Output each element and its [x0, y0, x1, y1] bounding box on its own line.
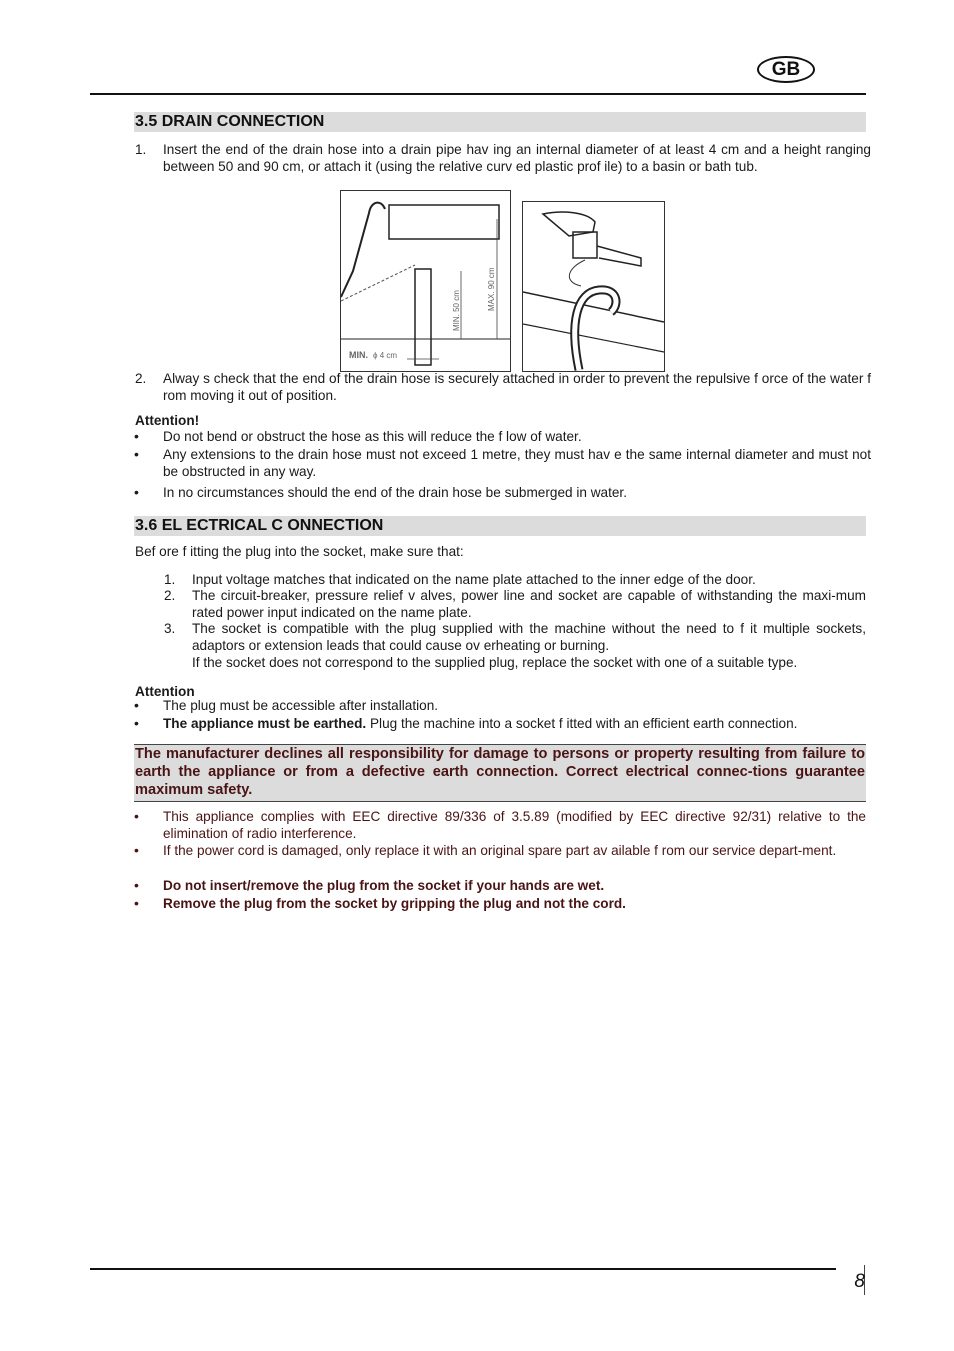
faucet-body-shape	[573, 232, 597, 258]
tie-cord-line	[569, 260, 585, 286]
drain-attention-title: Attention!	[135, 413, 200, 428]
bullet-icon: •	[134, 446, 139, 462]
bullet-icon: •	[134, 484, 139, 500]
electrical-attention-item-1: The plug must be accessible after installation.	[163, 698, 439, 713]
tub-wall-line	[523, 324, 664, 352]
check-1-number: 1.	[164, 572, 176, 587]
drain-attention-item-2: Any extensions to the drain hose must not exceed 1 metre, they must hav e the same internal diameter and must not be obstructed in any way.	[163, 447, 871, 479]
bullet-icon: •	[134, 842, 139, 858]
drain-step-2-number: 2.	[135, 371, 147, 386]
check-3-note: If the socket does not correspond to the supplied plug, replace the socket with one of a suitable type.	[192, 655, 798, 670]
bullet-icon: •	[134, 715, 139, 731]
page-number: 8	[854, 1271, 865, 1292]
electrical-intro: Bef ore f itting the plug into the socket, make sure that:	[135, 544, 464, 559]
basin-shape	[389, 205, 499, 239]
max-height-label: MAX. 90 cm	[487, 267, 496, 311]
drain-attention-item-1: Do not bend or obstruct the hose as this will reduce the f low of water.	[163, 429, 582, 444]
section-title-electrical: 3.6 EL ECTRICAL C ONNECTION	[134, 516, 866, 536]
footer-rule	[90, 1268, 836, 1270]
min-diameter-value: ϕ 4 cm	[373, 351, 398, 360]
faucet-spout-shape	[597, 246, 641, 266]
drain-step-1-number: 1.	[135, 142, 147, 157]
hose-hook-figure	[522, 201, 665, 372]
check-1-text: Input voltage matches that indicated on the name plate attached to the inner edge of the door.	[192, 572, 756, 587]
earthed-emphasis: The appliance must be earthed.	[163, 716, 367, 731]
standpipe-shape	[415, 269, 431, 365]
language-badge: GB	[757, 56, 815, 83]
check-3-number: 3.	[164, 621, 176, 636]
bullet-icon: •	[134, 895, 139, 911]
safety-warning-box: The manufacturer declines all responsibility for damage to persons or property resulting from failure to earth the appliance or from a defective earth connection. Correct electrical connec-tions guarantee maximum safety.	[134, 744, 866, 802]
electrical-attention-title: Attention	[135, 684, 195, 699]
bullet-icon: •	[134, 877, 139, 893]
check-2-number: 2.	[164, 588, 176, 603]
electrical-attention-item-2	[163, 716, 871, 733]
section-title-drain: 3.5 DRAIN CONNECTION	[134, 112, 866, 132]
min-height-label: MIN. 50 cm	[452, 290, 461, 331]
drain-step-2-text: Alway s check that the end of the drain hose is securely attached in order to prevent the repulsive f orce of the water f rom moving it out of position.	[163, 371, 871, 403]
hose-dashed-line	[341, 265, 415, 301]
check-3-text: The socket is compatible with the plug supplied with the machine without the need to f it multiple sockets, adaptors or extension leads that could cause ov erheating or burning.	[192, 621, 866, 653]
header-rule	[90, 93, 866, 95]
min-diameter-label: MIN.	[349, 350, 368, 360]
drain-attention-item-3: In no circumstances should the end of the drain hose be submerged in water.	[163, 485, 627, 500]
note-grip-plug: Remove the plug from the socket by gripping the plug and not the cord.	[163, 896, 626, 911]
bullet-icon: •	[134, 697, 139, 713]
note-wet-hands: Do not insert/remove the plug from the socket if your hands are wet.	[163, 878, 605, 893]
bullet-icon: •	[134, 428, 139, 444]
check-2-text: The circuit-breaker, pressure relief v alves, power line and socket are capable of withstanding the maxi-mum rated power input indicated on the name plate.	[192, 588, 866, 620]
tub-edge-line	[523, 292, 664, 322]
note-radio-interference: This appliance complies with EEC directive 89/336 of 3.5.89 (modified by EEC directive 92/31) relative to the elimination of radio interference.	[163, 809, 866, 841]
note-power-cord: If the power cord is damaged, only replace it with an original spare part av ailable f rom our service depart-ment.	[163, 843, 837, 858]
earthed-rest: Plug the machine into a socket f itted with an efficient earth connection.	[366, 716, 798, 731]
drain-step-1-text: Insert the end of the drain hose into a drain pipe hav ing an internal diameter of at least 4 cm and a height ranging between 50 and 90 cm, or attach it (using the relative curv ed plastic prof ile) to a basin or bath tub.	[163, 142, 871, 174]
bullet-icon: •	[134, 808, 139, 824]
drain-height-figure	[340, 190, 511, 372]
